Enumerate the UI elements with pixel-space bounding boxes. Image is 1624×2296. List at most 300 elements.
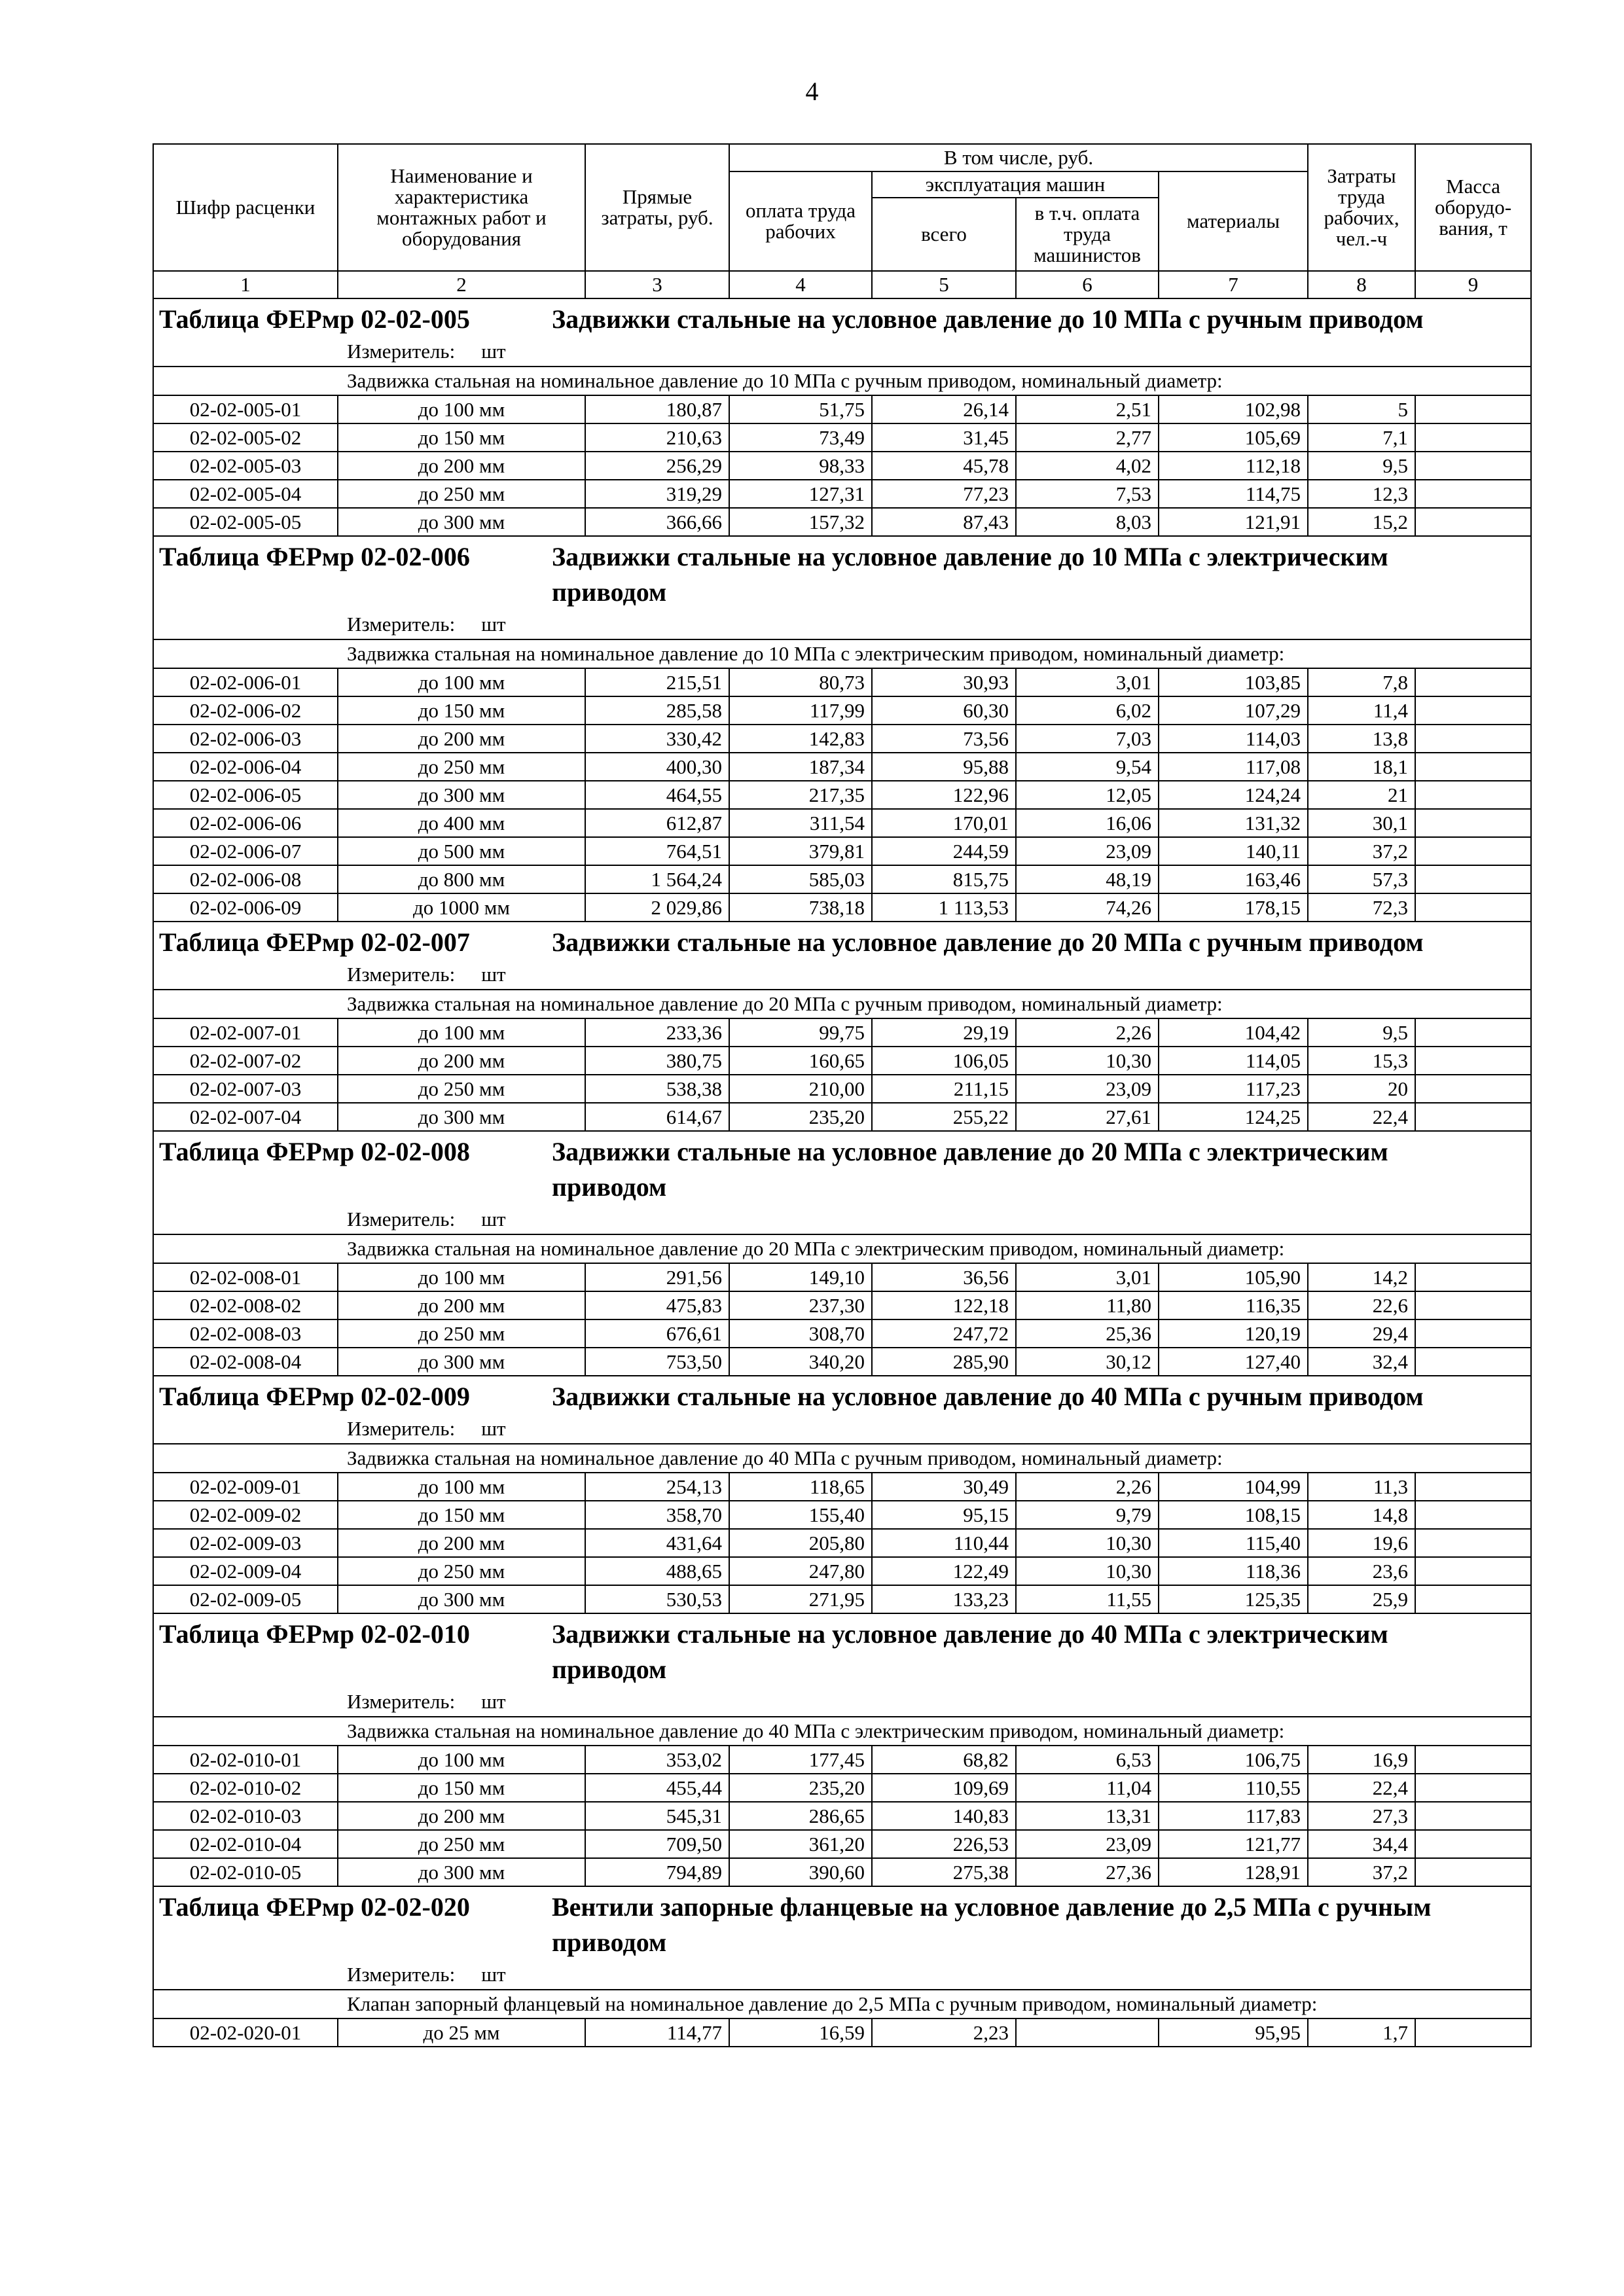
cell-code: 02-02-007-04 — [153, 1103, 338, 1131]
cell-machines-total: 1 113,53 — [872, 893, 1016, 922]
cell-materials: 114,75 — [1159, 480, 1308, 508]
header-machines: эксплуатация машин — [872, 171, 1159, 198]
cell-labor-pay: 73,49 — [729, 423, 872, 452]
cell-labor-cost: 19,6 — [1308, 1529, 1415, 1557]
table-row — [153, 753, 1531, 781]
section-code: Таблица ФЕРмр 02-02-010 — [159, 1619, 470, 1649]
cell-materials: 120,19 — [1159, 1319, 1308, 1348]
cell-direct: 210,63 — [585, 423, 729, 452]
section-code: Таблица ФЕРмр 02-02-008 — [159, 1137, 470, 1166]
cell-labor-cost: 30,1 — [1308, 809, 1415, 837]
cell-direct: 330,42 — [585, 725, 729, 753]
cell-machinists-pay — [1016, 2018, 1159, 2047]
cell-mass — [1415, 1047, 1531, 1075]
cell-code: 02-02-005-01 — [153, 395, 338, 423]
cell-machines-total: 275,38 — [872, 1858, 1016, 1886]
cell-code: 02-02-008-01 — [153, 1263, 338, 1291]
section-code: Таблица ФЕРмр 02-02-020 — [159, 1892, 470, 1922]
cell-labor-cost: 15,2 — [1308, 508, 1415, 536]
measure-unit: шт — [481, 1963, 506, 1986]
cell-code: 02-02-006-09 — [153, 893, 338, 922]
cell-name: до 200 мм — [338, 1529, 585, 1557]
section-measure-cell — [153, 1960, 1531, 1990]
cell-materials: 95,95 — [1159, 2018, 1308, 2047]
cell-name: до 150 мм — [338, 696, 585, 725]
cell-labor-cost: 9,5 — [1308, 1018, 1415, 1047]
cell-materials: 114,05 — [1159, 1047, 1308, 1075]
table-row — [153, 1075, 1531, 1103]
cell-labor-cost: 72,3 — [1308, 893, 1415, 922]
cell-code: 02-02-005-05 — [153, 508, 338, 536]
cell-materials: 128,91 — [1159, 1858, 1308, 1886]
cell-machinists-pay: 7,53 — [1016, 480, 1159, 508]
cell-name: до 100 мм — [338, 1473, 585, 1501]
measure-label: Измеритель: — [347, 1208, 456, 1230]
cell-labor-pay: 51,75 — [729, 395, 872, 423]
cell-machinists-pay: 10,30 — [1016, 1047, 1159, 1075]
cell-code: 02-02-007-03 — [153, 1075, 338, 1103]
header-labor-cost: Затраты труда рабочих, чел.-ч — [1308, 144, 1415, 271]
cell-machinists-pay: 2,77 — [1016, 423, 1159, 452]
section-subtitle: Задвижка стальная на номинальное давление до 10 МПа с ручным приводом, номинальный диаметр: — [153, 367, 1531, 395]
cell-labor-cost: 29,4 — [1308, 1319, 1415, 1348]
cell-machines-total: 140,83 — [872, 1802, 1016, 1830]
cell-machinists-pay: 10,30 — [1016, 1529, 1159, 1557]
section-measure-row — [153, 1960, 1531, 1990]
cell-name: до 150 мм — [338, 1501, 585, 1529]
table-row — [153, 1802, 1531, 1830]
cell-materials: 121,77 — [1159, 1830, 1308, 1858]
cell-labor-cost: 18,1 — [1308, 753, 1415, 781]
cell-name: до 300 мм — [338, 1103, 585, 1131]
cell-machines-total: 77,23 — [872, 480, 1016, 508]
cell-mass — [1415, 725, 1531, 753]
cell-name: до 300 мм — [338, 1585, 585, 1613]
cell-labor-pay: 585,03 — [729, 865, 872, 893]
cell-materials: 114,03 — [1159, 725, 1308, 753]
cell-labor-cost: 13,8 — [1308, 725, 1415, 753]
cell-machinists-pay: 7,03 — [1016, 725, 1159, 753]
cell-machinists-pay: 4,02 — [1016, 452, 1159, 480]
cell-mass — [1415, 1018, 1531, 1047]
cell-machines-total: 29,19 — [872, 1018, 1016, 1047]
cell-labor-cost: 11,4 — [1308, 696, 1415, 725]
cell-machinists-pay: 23,09 — [1016, 1830, 1159, 1858]
cell-code: 02-02-010-05 — [153, 1858, 338, 1886]
cell-labor-pay: 235,20 — [729, 1103, 872, 1131]
cell-machinists-pay: 11,55 — [1016, 1585, 1159, 1613]
table-row — [153, 1348, 1531, 1376]
section-subtitle-row — [153, 1717, 1531, 1746]
cell-mass — [1415, 1263, 1531, 1291]
cell-labor-pay: 738,18 — [729, 893, 872, 922]
cell-materials: 104,42 — [1159, 1018, 1308, 1047]
cell-mass — [1415, 753, 1531, 781]
header-materials: материалы — [1159, 171, 1308, 271]
section-subtitle: Задвижка стальная на номинальное давление до 20 МПа с ручным приводом, номинальный диаметр: — [153, 990, 1531, 1018]
cell-machinists-pay: 23,09 — [1016, 1075, 1159, 1103]
price-table — [153, 143, 1532, 2047]
cell-labor-pay: 80,73 — [729, 668, 872, 696]
cell-labor-cost: 32,4 — [1308, 1348, 1415, 1376]
cell-labor-pay: 271,95 — [729, 1585, 872, 1613]
cell-mass — [1415, 1529, 1531, 1557]
cell-mass — [1415, 1858, 1531, 1886]
cell-mass — [1415, 1075, 1531, 1103]
table-row — [153, 696, 1531, 725]
section-code: Таблица ФЕРмр 02-02-007 — [159, 927, 470, 957]
cell-machines-total: 30,93 — [872, 668, 1016, 696]
cell-direct: 753,50 — [585, 1348, 729, 1376]
cell-direct: 614,67 — [585, 1103, 729, 1131]
section-title: Задвижки стальные на условное давление до 20 МПа с ручным приводом — [552, 927, 1424, 957]
cell-code: 02-02-009-05 — [153, 1585, 338, 1613]
cell-labor-pay: 205,80 — [729, 1529, 872, 1557]
cell-machines-total: 226,53 — [872, 1830, 1016, 1858]
cell-machinists-pay: 2,26 — [1016, 1473, 1159, 1501]
cell-code: 02-02-010-04 — [153, 1830, 338, 1858]
cell-mass — [1415, 809, 1531, 837]
cell-mass — [1415, 1774, 1531, 1802]
cell-machinists-pay: 12,05 — [1016, 781, 1159, 809]
table-row — [153, 781, 1531, 809]
cell-direct: 254,13 — [585, 1473, 729, 1501]
table-row — [153, 1585, 1531, 1613]
table-row — [153, 809, 1531, 837]
cell-materials: 125,35 — [1159, 1585, 1308, 1613]
cell-name: до 250 мм — [338, 1075, 585, 1103]
cell-code: 02-02-009-04 — [153, 1557, 338, 1585]
section-title-cell — [153, 1613, 1531, 1687]
cell-machinists-pay: 6,53 — [1016, 1746, 1159, 1774]
cell-labor-pay: 379,81 — [729, 837, 872, 865]
cell-machinists-pay: 3,01 — [1016, 668, 1159, 696]
cell-code: 02-02-007-02 — [153, 1047, 338, 1075]
header-machinists-pay: в т.ч. оплата труда машинистов — [1016, 198, 1159, 271]
cell-materials: 127,40 — [1159, 1348, 1308, 1376]
cell-machines-total: 30,49 — [872, 1473, 1016, 1501]
section-subtitle-row — [153, 1990, 1531, 2018]
cell-machines-total: 36,56 — [872, 1263, 1016, 1291]
cell-machines-total: 95,88 — [872, 753, 1016, 781]
cell-machinists-pay: 48,19 — [1016, 865, 1159, 893]
cell-direct: 794,89 — [585, 1858, 729, 1886]
table-row — [153, 865, 1531, 893]
cell-name: до 800 мм — [338, 865, 585, 893]
cell-direct: 380,75 — [585, 1047, 729, 1075]
cell-materials: 112,18 — [1159, 452, 1308, 480]
cell-materials: 118,36 — [1159, 1557, 1308, 1585]
section-measure-row — [153, 1205, 1531, 1234]
cell-name: до 250 мм — [338, 1830, 585, 1858]
measure-unit: шт — [481, 963, 506, 986]
cell-name: до 500 мм — [338, 837, 585, 865]
cell-materials: 105,90 — [1159, 1263, 1308, 1291]
cell-direct: 475,83 — [585, 1291, 729, 1319]
section-measure-row — [153, 337, 1531, 367]
table-row — [153, 452, 1531, 480]
cell-direct: 612,87 — [585, 809, 729, 837]
section-title-row — [153, 1886, 1531, 1960]
cell-direct: 291,56 — [585, 1263, 729, 1291]
cell-labor-pay: 160,65 — [729, 1047, 872, 1075]
cell-machines-total: 60,30 — [872, 696, 1016, 725]
cell-mass — [1415, 395, 1531, 423]
cell-labor-cost: 21 — [1308, 781, 1415, 809]
table-row — [153, 1529, 1531, 1557]
cell-labor-cost: 1,7 — [1308, 2018, 1415, 2047]
cell-materials: 106,75 — [1159, 1746, 1308, 1774]
cell-machines-total: 87,43 — [872, 508, 1016, 536]
header-number: 6 — [1016, 271, 1159, 298]
cell-name: до 200 мм — [338, 1291, 585, 1319]
cell-labor-cost: 22,6 — [1308, 1291, 1415, 1319]
cell-machinists-pay: 74,26 — [1016, 893, 1159, 922]
cell-labor-cost: 20 — [1308, 1075, 1415, 1103]
cell-code: 02-02-008-03 — [153, 1319, 338, 1348]
section-title-row — [153, 536, 1531, 610]
section-title-cell — [153, 1131, 1531, 1205]
section-title-row — [153, 1131, 1531, 1205]
cell-code: 02-02-006-01 — [153, 668, 338, 696]
cell-code: 02-02-008-02 — [153, 1291, 338, 1319]
cell-labor-pay: 99,75 — [729, 1018, 872, 1047]
cell-name: до 100 мм — [338, 1263, 585, 1291]
cell-machinists-pay: 30,12 — [1016, 1348, 1159, 1376]
section-subtitle-row — [153, 367, 1531, 395]
cell-machinists-pay: 9,79 — [1016, 1501, 1159, 1529]
cell-machines-total: 244,59 — [872, 837, 1016, 865]
cell-labor-cost: 16,9 — [1308, 1746, 1415, 1774]
cell-materials: 115,40 — [1159, 1529, 1308, 1557]
cell-name: до 100 мм — [338, 1746, 585, 1774]
cell-labor-pay: 217,35 — [729, 781, 872, 809]
cell-labor-pay: 210,00 — [729, 1075, 872, 1103]
cell-machines-total: 110,44 — [872, 1529, 1016, 1557]
table-row — [153, 837, 1531, 865]
cell-direct: 215,51 — [585, 668, 729, 696]
table-row — [153, 1746, 1531, 1774]
section-measure-cell — [153, 1687, 1531, 1717]
cell-labor-pay: 118,65 — [729, 1473, 872, 1501]
header-direct: Прямые затраты, руб. — [585, 144, 729, 271]
section-measure-cell — [153, 1414, 1531, 1444]
cell-name: до 300 мм — [338, 508, 585, 536]
cell-name: до 150 мм — [338, 1774, 585, 1802]
section-title-cell — [153, 536, 1531, 610]
cell-machinists-pay: 23,09 — [1016, 837, 1159, 865]
cell-materials: 107,29 — [1159, 696, 1308, 725]
header-machines-total: всего — [872, 198, 1016, 271]
cell-labor-pay: 117,99 — [729, 696, 872, 725]
cell-mass — [1415, 668, 1531, 696]
cell-labor-cost: 27,3 — [1308, 1802, 1415, 1830]
header-number: 5 — [872, 271, 1016, 298]
header-including: В том числе, руб. — [729, 144, 1308, 171]
cell-name: до 1000 мм — [338, 893, 585, 922]
cell-mass — [1415, 1348, 1531, 1376]
cell-direct: 1 564,24 — [585, 865, 729, 893]
cell-machines-total: 122,49 — [872, 1557, 1016, 1585]
cell-direct: 709,50 — [585, 1830, 729, 1858]
cell-mass — [1415, 696, 1531, 725]
section-subtitle-row — [153, 990, 1531, 1018]
cell-name: до 200 мм — [338, 725, 585, 753]
cell-machines-total: 68,82 — [872, 1746, 1016, 1774]
cell-labor-pay: 311,54 — [729, 809, 872, 837]
table-row — [153, 1018, 1531, 1047]
measure-label: Измеритель: — [347, 613, 456, 636]
cell-machines-total: 133,23 — [872, 1585, 1016, 1613]
cell-name: до 200 мм — [338, 1047, 585, 1075]
cell-mass — [1415, 423, 1531, 452]
header-number: 1 — [153, 271, 338, 298]
cell-name: до 250 мм — [338, 753, 585, 781]
section-subtitle: Задвижка стальная на номинальное давление до 40 МПа с электрическим приводом, номинальный диаметр: — [153, 1717, 1531, 1746]
cell-mass — [1415, 1830, 1531, 1858]
cell-direct: 233,36 — [585, 1018, 729, 1047]
cell-code: 02-02-008-04 — [153, 1348, 338, 1376]
cell-direct: 431,64 — [585, 1529, 729, 1557]
cell-name: до 100 мм — [338, 668, 585, 696]
cell-name: до 200 мм — [338, 452, 585, 480]
section-title-row — [153, 1376, 1531, 1414]
section-title-row — [153, 298, 1531, 337]
cell-materials: 104,99 — [1159, 1473, 1308, 1501]
cell-code: 02-02-006-05 — [153, 781, 338, 809]
cell-machines-total: 255,22 — [872, 1103, 1016, 1131]
cell-name: до 100 мм — [338, 395, 585, 423]
section-measure-row — [153, 1414, 1531, 1444]
header-number: 8 — [1308, 271, 1415, 298]
cell-materials: 108,15 — [1159, 1501, 1308, 1529]
section-subtitle-row — [153, 1234, 1531, 1263]
cell-code: 02-02-006-03 — [153, 725, 338, 753]
cell-machines-total: 211,15 — [872, 1075, 1016, 1103]
cell-mass — [1415, 1319, 1531, 1348]
header-number: 2 — [338, 271, 585, 298]
cell-mass — [1415, 1103, 1531, 1131]
cell-code: 02-02-005-02 — [153, 423, 338, 452]
cell-materials: 103,85 — [1159, 668, 1308, 696]
cell-materials: 140,11 — [1159, 837, 1308, 865]
table-row — [153, 1858, 1531, 1886]
cell-direct: 764,51 — [585, 837, 729, 865]
cell-labor-cost: 12,3 — [1308, 480, 1415, 508]
cell-materials: 110,55 — [1159, 1774, 1308, 1802]
cell-materials: 117,83 — [1159, 1802, 1308, 1830]
cell-direct: 538,38 — [585, 1075, 729, 1103]
cell-mass — [1415, 865, 1531, 893]
cell-mass — [1415, 480, 1531, 508]
cell-name: до 250 мм — [338, 1319, 585, 1348]
cell-code: 02-02-007-01 — [153, 1018, 338, 1047]
cell-labor-cost: 25,9 — [1308, 1585, 1415, 1613]
cell-materials: 178,15 — [1159, 893, 1308, 922]
cell-labor-pay: 390,60 — [729, 1858, 872, 1886]
cell-labor-cost: 15,3 — [1308, 1047, 1415, 1075]
cell-mass — [1415, 1501, 1531, 1529]
cell-labor-pay: 286,65 — [729, 1802, 872, 1830]
table-row — [153, 480, 1531, 508]
measure-label: Измеритель: — [347, 963, 456, 986]
measure-unit: шт — [481, 1417, 506, 1440]
measure-label: Измеритель: — [347, 1963, 456, 1986]
cell-mass — [1415, 1746, 1531, 1774]
cell-labor-cost: 34,4 — [1308, 1830, 1415, 1858]
cell-machinists-pay: 25,36 — [1016, 1319, 1159, 1348]
cell-labor-pay: 16,59 — [729, 2018, 872, 2047]
table-row — [153, 1774, 1531, 1802]
cell-labor-pay: 98,33 — [729, 452, 872, 480]
cell-mass — [1415, 1291, 1531, 1319]
cell-name: до 25 мм — [338, 2018, 585, 2047]
cell-code: 02-02-006-06 — [153, 809, 338, 837]
section-measure-cell — [153, 1205, 1531, 1234]
header-number: 3 — [585, 271, 729, 298]
cell-labor-pay: 308,70 — [729, 1319, 872, 1348]
cell-direct: 353,02 — [585, 1746, 729, 1774]
cell-machinists-pay: 11,04 — [1016, 1774, 1159, 1802]
cell-materials: 124,24 — [1159, 781, 1308, 809]
cell-direct: 530,53 — [585, 1585, 729, 1613]
table-body — [153, 144, 1531, 2047]
header-number: 9 — [1415, 271, 1531, 298]
section-code: Таблица ФЕРмр 02-02-009 — [159, 1382, 470, 1411]
section-title: Задвижки стальные на условное давление до 20 МПа с электрическим приводом — [552, 1137, 1388, 1202]
cell-machinists-pay: 9,54 — [1016, 753, 1159, 781]
cell-materials: 102,98 — [1159, 395, 1308, 423]
cell-mass — [1415, 1473, 1531, 1501]
section-subtitle-row — [153, 1444, 1531, 1473]
cell-code: 02-02-020-01 — [153, 2018, 338, 2047]
cell-name: до 200 мм — [338, 1802, 585, 1830]
cell-machines-total: 815,75 — [872, 865, 1016, 893]
table-row — [153, 1263, 1531, 1291]
cell-code: 02-02-005-03 — [153, 452, 338, 480]
cell-machines-total: 285,90 — [872, 1348, 1016, 1376]
section-title: Задвижки стальные на условное давление до 10 МПа с электрическим приводом — [552, 542, 1388, 607]
cell-labor-cost: 37,2 — [1308, 1858, 1415, 1886]
section-title-cell — [153, 922, 1531, 960]
cell-code: 02-02-010-01 — [153, 1746, 338, 1774]
cell-machinists-pay: 2,51 — [1016, 395, 1159, 423]
cell-name: до 400 мм — [338, 809, 585, 837]
cell-direct: 464,55 — [585, 781, 729, 809]
cell-labor-pay: 235,20 — [729, 1774, 872, 1802]
section-title-cell — [153, 1376, 1531, 1414]
header-code: Шифр расценки — [153, 144, 338, 271]
cell-mass — [1415, 508, 1531, 536]
cell-direct: 676,61 — [585, 1319, 729, 1348]
cell-labor-pay: 177,45 — [729, 1746, 872, 1774]
section-title: Вентили запорные фланцевые на условное давление до 2,5 МПа с ручным приводом — [552, 1892, 1432, 1957]
section-title-row — [153, 922, 1531, 960]
table-row — [153, 1103, 1531, 1131]
measure-unit: шт — [481, 1690, 506, 1713]
cell-mass — [1415, 452, 1531, 480]
cell-labor-cost: 5 — [1308, 395, 1415, 423]
cell-machinists-pay: 27,61 — [1016, 1103, 1159, 1131]
section-title-cell — [153, 298, 1531, 337]
cell-materials: 121,91 — [1159, 508, 1308, 536]
page-number: 4 — [805, 77, 819, 106]
cell-mass — [1415, 1585, 1531, 1613]
cell-machines-total: 31,45 — [872, 423, 1016, 452]
cell-direct: 256,29 — [585, 452, 729, 480]
section-title-cell — [153, 1886, 1531, 1960]
cell-labor-cost: 7,1 — [1308, 423, 1415, 452]
